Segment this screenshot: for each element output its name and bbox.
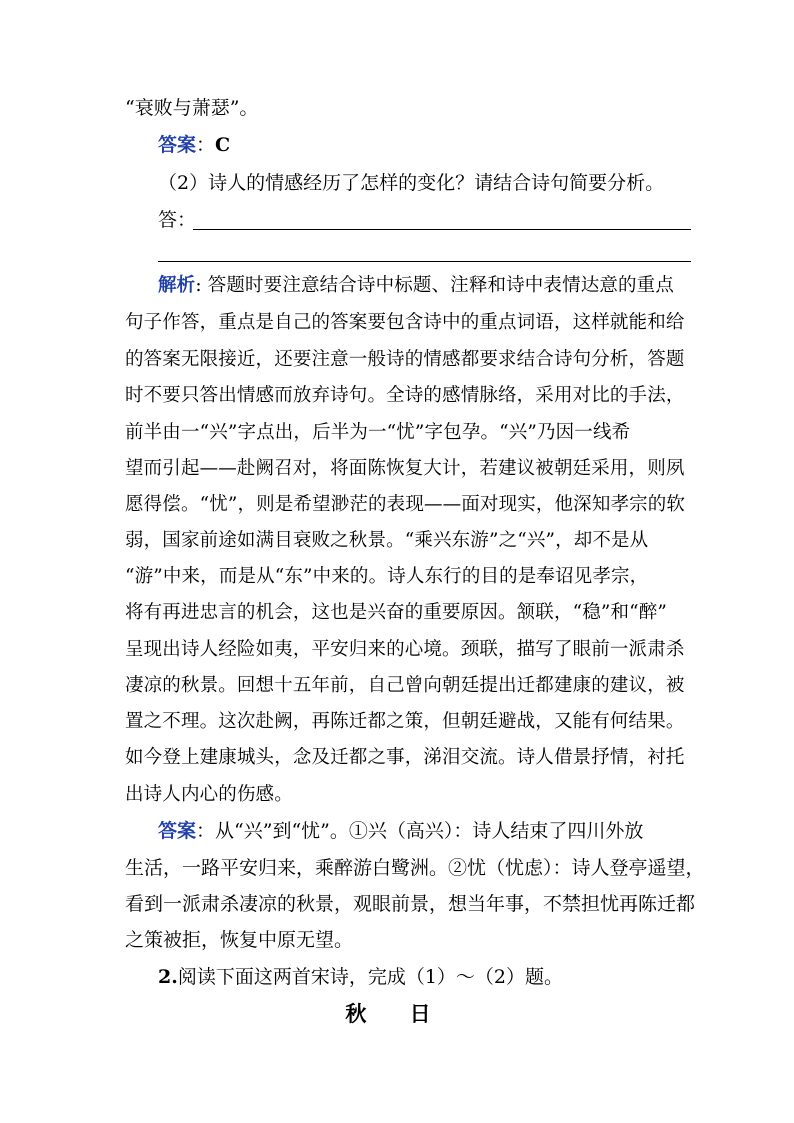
answer-value: C bbox=[215, 134, 231, 156]
answer-1 bbox=[158, 133, 718, 157]
analysis-line: 望而引起——赴阙召对，将面陈恢复大计，若建议被朝廷采用，则夙 bbox=[125, 458, 685, 479]
analysis-line: “游”中来，而是从“东”中来的。诗人东行的目的是奉诏见孝宗， bbox=[125, 566, 649, 587]
question-text: 阅读下面这两首宋诗，完成（1）～（2）题。 bbox=[177, 966, 564, 988]
question-2: （2）诗人的情感经历了怎样的变化？请结合诗句简要分析。 bbox=[158, 172, 665, 194]
analysis-line: 前半由一“兴”字点出，后半为一“忧”字包孕。“兴”乃因一线希 bbox=[125, 422, 631, 443]
analysis-line: 如今登上建康城头，念及迁都之事，涕泪交流。诗人借景抒情，衬托 bbox=[125, 747, 685, 768]
answer-blank-line bbox=[193, 229, 691, 230]
answer-2-line: 生活，一路平安归来，乘醉游白鹭洲。②忧（忧虑）：诗人登亭遥望， bbox=[125, 857, 705, 879]
analysis-line: 将有再进忠言的机会，这也是兴奋的重要原因。颔联，“稳”和“醉” bbox=[125, 602, 667, 623]
question-number: 2. bbox=[158, 966, 178, 988]
analysis-line: 出诗人内心的伤感。 bbox=[125, 784, 293, 805]
analysis-line: 弱，国家前途如满目衰败之秋景。“乘兴东游”之“兴”，却不是从 bbox=[125, 530, 649, 551]
answer-label: 答案 bbox=[158, 134, 197, 156]
answer-blank-line bbox=[158, 261, 691, 262]
answer-separator: ： bbox=[196, 134, 216, 156]
analysis-line: 的答案无限接近，还要注意一般诗的情感都要求结合诗句分析，答题 bbox=[125, 349, 685, 370]
answer-prompt: 答： bbox=[158, 209, 197, 231]
answer-2-line: 答案：从“兴”到“忧”。①兴（高兴）：诗人结束了四川外放 bbox=[158, 820, 644, 842]
analysis-line: 解析: 答题时要注意结合诗中标题、注释和诗中表情达意的重点 bbox=[158, 275, 674, 296]
analysis-line: 置之不理。这次赴阙，再陈迁都之策，但朝廷避战，又能有何结果。 bbox=[125, 711, 685, 732]
question-next bbox=[158, 965, 718, 989]
quote-continuation: “衰败与萧瑟”。 bbox=[125, 97, 259, 119]
analysis-line: 呈现出诗人经险如夷，平安归来的心境。颈联，描写了眼前一派肃杀 bbox=[125, 639, 685, 660]
poem-title: 秋 日 bbox=[345, 1001, 449, 1026]
analysis-line: 愿得偿。“忧”，则是希望渺茫的表现——面对现实，他深知孝宗的软 bbox=[125, 494, 686, 515]
answer-2-line: 之策被拒，恢复中原无望。 bbox=[125, 929, 354, 951]
answer-2-line: 看到一派肃杀凄凉的秋景，观眼前景，想当年事，不禁担忧再陈迁都 bbox=[125, 893, 696, 915]
answer-label: 答案 bbox=[158, 820, 197, 842]
analysis-line: 凄凉的秋景。回想十五年前，自己曾向朝廷提出迁都建康的建议，被 bbox=[125, 675, 685, 696]
analysis-line: 句子作答，重点是自己的答案要包含诗中的重点词语，这样就能和给 bbox=[125, 312, 685, 333]
analysis-label: 解析 bbox=[158, 275, 196, 296]
analysis-line: 时不要只答出情感而放弃诗句。全诗的感情脉络，采用对比的手法， bbox=[125, 385, 685, 406]
